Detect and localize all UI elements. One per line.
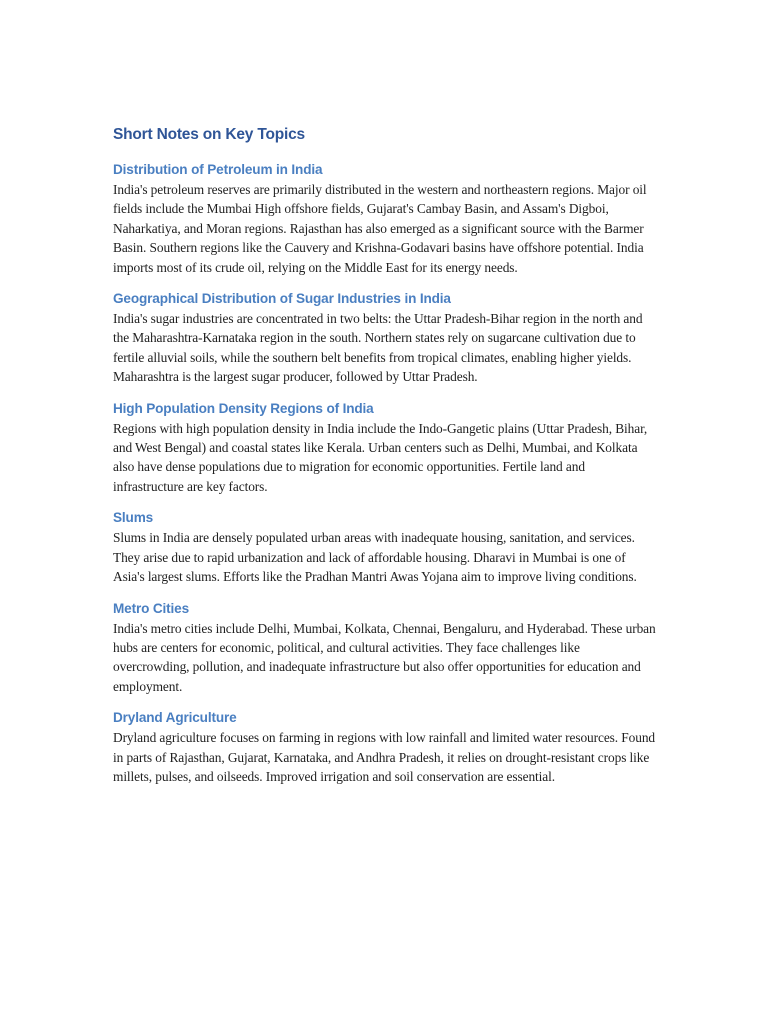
section-body: Dryland agriculture focuses on farming in regions with low rainfall and limited water resources. Found in parts of Rajasthan, Gujarat, Karnataka, and Andhra Pradesh, it relies on drought-resistant crops like millets, pulses, and oilseeds. Improved irrigation and soil conservation are essential. bbox=[113, 730, 656, 784]
section-body: Slums in India are densely populated urban areas with inadequate housing, sanitation, and services. They arise due to rapid urbanization and lack of affordable housing. Dharavi in Mumbai is one of Asia's largest slums. Efforts like the Pradhan Mantri Awas Yojana aim to improve living conditions. bbox=[113, 530, 637, 585]
section-heading: Slums bbox=[113, 510, 154, 526]
section-body: India's petroleum reserves are primarily distributed in the western and northeastern regions. Major oil fields include the Mumbai High offshore fields, Gujarat's Cambay Basin, and Assam's Digboi, Naharkatiya, and Moran regions. Rajasthan has also emerged as a significant source with the Barmer Basin. Southern regions like the Cauvery and Krishna-Godavari basins have offshore potential. India imports most of its crude oil, relying on the Middle East for its energy needs. bbox=[113, 182, 647, 275]
section-population-density bbox=[113, 399, 658, 497]
section-body: Regions with high population density in India include the Indo-Gangetic plains (Uttar Pradesh, Bihar, and West Bengal) and coastal states like Kerala. Urban centers such as Delhi, Mumbai, and Kolkata also have dense populations due to migration for economic opportunities. Fertile land and infrastructure are key factors. bbox=[113, 420, 648, 494]
section-petroleum bbox=[113, 160, 658, 277]
section-dryland-agriculture bbox=[113, 708, 658, 786]
section-heading: Geographical Distribution of Sugar Industries in India bbox=[113, 291, 451, 307]
section-heading: Distribution of Petroleum in India bbox=[113, 162, 323, 177]
section-body: India's sugar industries are concentrated in two belts: the Uttar Pradesh-Bihar region in the north and the Maharashtra-Karnataka region in the south. Northern states rely on sugarcane cultivation due to fertile alluvial soils, while the southern belt benefits from tropical climates, enabling higher yields. Maharashtra is the largest sugar producer, followed by Uttar Pradesh. bbox=[113, 311, 643, 385]
section-heading: Metro Cities bbox=[113, 600, 189, 616]
section-heading: Dryland Agriculture bbox=[113, 710, 237, 726]
page-title: Short Notes on Key Topics bbox=[113, 126, 305, 143]
section-slums bbox=[113, 508, 658, 586]
section-heading: High Population Density Regions of India bbox=[113, 400, 374, 416]
section-body: India's metro cities include Delhi, Mumbai, Kolkata, Chennai, Bengaluru, and Hyderabad. These urban hubs are centers for economic, political, and cultural activities. They face challenges like overcrowding, pollution, and inadequate infrastructure but also offer opportunities for education and employment. bbox=[113, 620, 656, 694]
document-content bbox=[113, 124, 658, 798]
section-metro-cities bbox=[113, 599, 658, 697]
section-sugar-industries bbox=[113, 289, 658, 387]
